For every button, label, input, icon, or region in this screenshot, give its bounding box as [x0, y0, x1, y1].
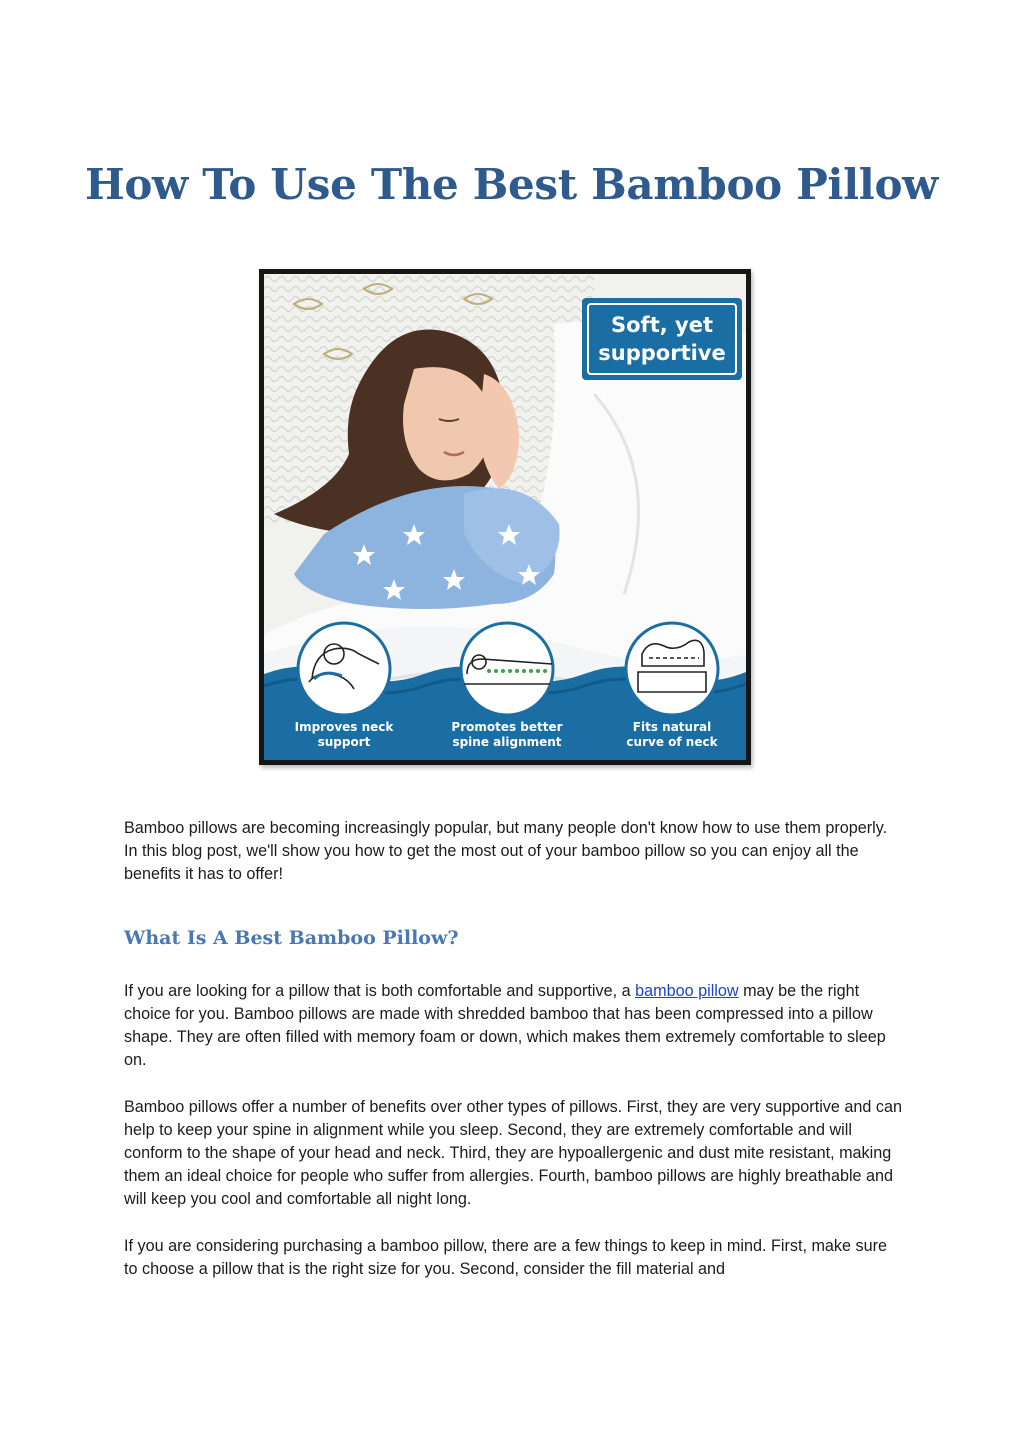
purchase-tips-paragraph: If you are considering purchasing a bamboo pillow, there are a few things to keep in mind. First, make sure to choose a pillow that is the right size for you. Second, consider the fill material and — [124, 1237, 888, 1278]
section-heading: What Is A Best Bamboo Pillow? — [124, 927, 459, 949]
definition-text-after: may be the right choice for you. Bamboo pillows are made with shredded bamboo that has been compressed into a pillow shape. They are often filled with memory foam or down, which makes them extremely comfortable to sleep on. — [124, 982, 886, 1069]
definition-paragraph — [124, 980, 904, 1072]
feature-curve-line1: Fits natural — [632, 720, 712, 734]
definition-text-before: If you are looking for a pillow that is both comfortable and supportive, a — [124, 982, 636, 1000]
page-title: How To Use The Best Bamboo Pillow — [84, 160, 939, 209]
feature-neck-line2: support — [317, 735, 371, 749]
feature-spine-alignment — [451, 623, 562, 749]
bamboo-pillow-link[interactable]: bamboo pillow — [635, 982, 739, 1000]
intro-paragraph: Bamboo pillows are becoming increasingly popular, but many people don't know how to use them properly. In this blog post, we'll show you how to get the most out of your bamboo pillow so you can enjoy all the benefits it has to offer! — [124, 819, 888, 883]
feature-neck-line1: Improves neck — [294, 720, 394, 734]
badge-line2: supportive — [598, 341, 726, 365]
feature-spine-line2: spine alignment — [452, 735, 562, 749]
feature-curve-line2: curve of neck — [626, 735, 718, 749]
feature-neck-support — [295, 623, 395, 749]
feature-spine-line1: Promotes better — [451, 720, 563, 734]
feature-neck-curve — [626, 623, 719, 749]
badge — [582, 298, 742, 380]
product-image — [259, 269, 751, 765]
badge-line1: Soft, yet — [611, 313, 713, 337]
benefits-paragraph: Bamboo pillows offer a number of benefits over other types of pillows. First, they are very supportive and can help to keep your spine in alignment while you sleep. Second, they are extremely comfortable and will conform to the shape of your head and neck. Third, they are hypoallergenic and dust mite resistant, making them an ideal choice for people who suffer from allergies. Fourth, bamboo pillows are highly breathable and will keep you cool and comfortable all night long. — [124, 1098, 902, 1208]
